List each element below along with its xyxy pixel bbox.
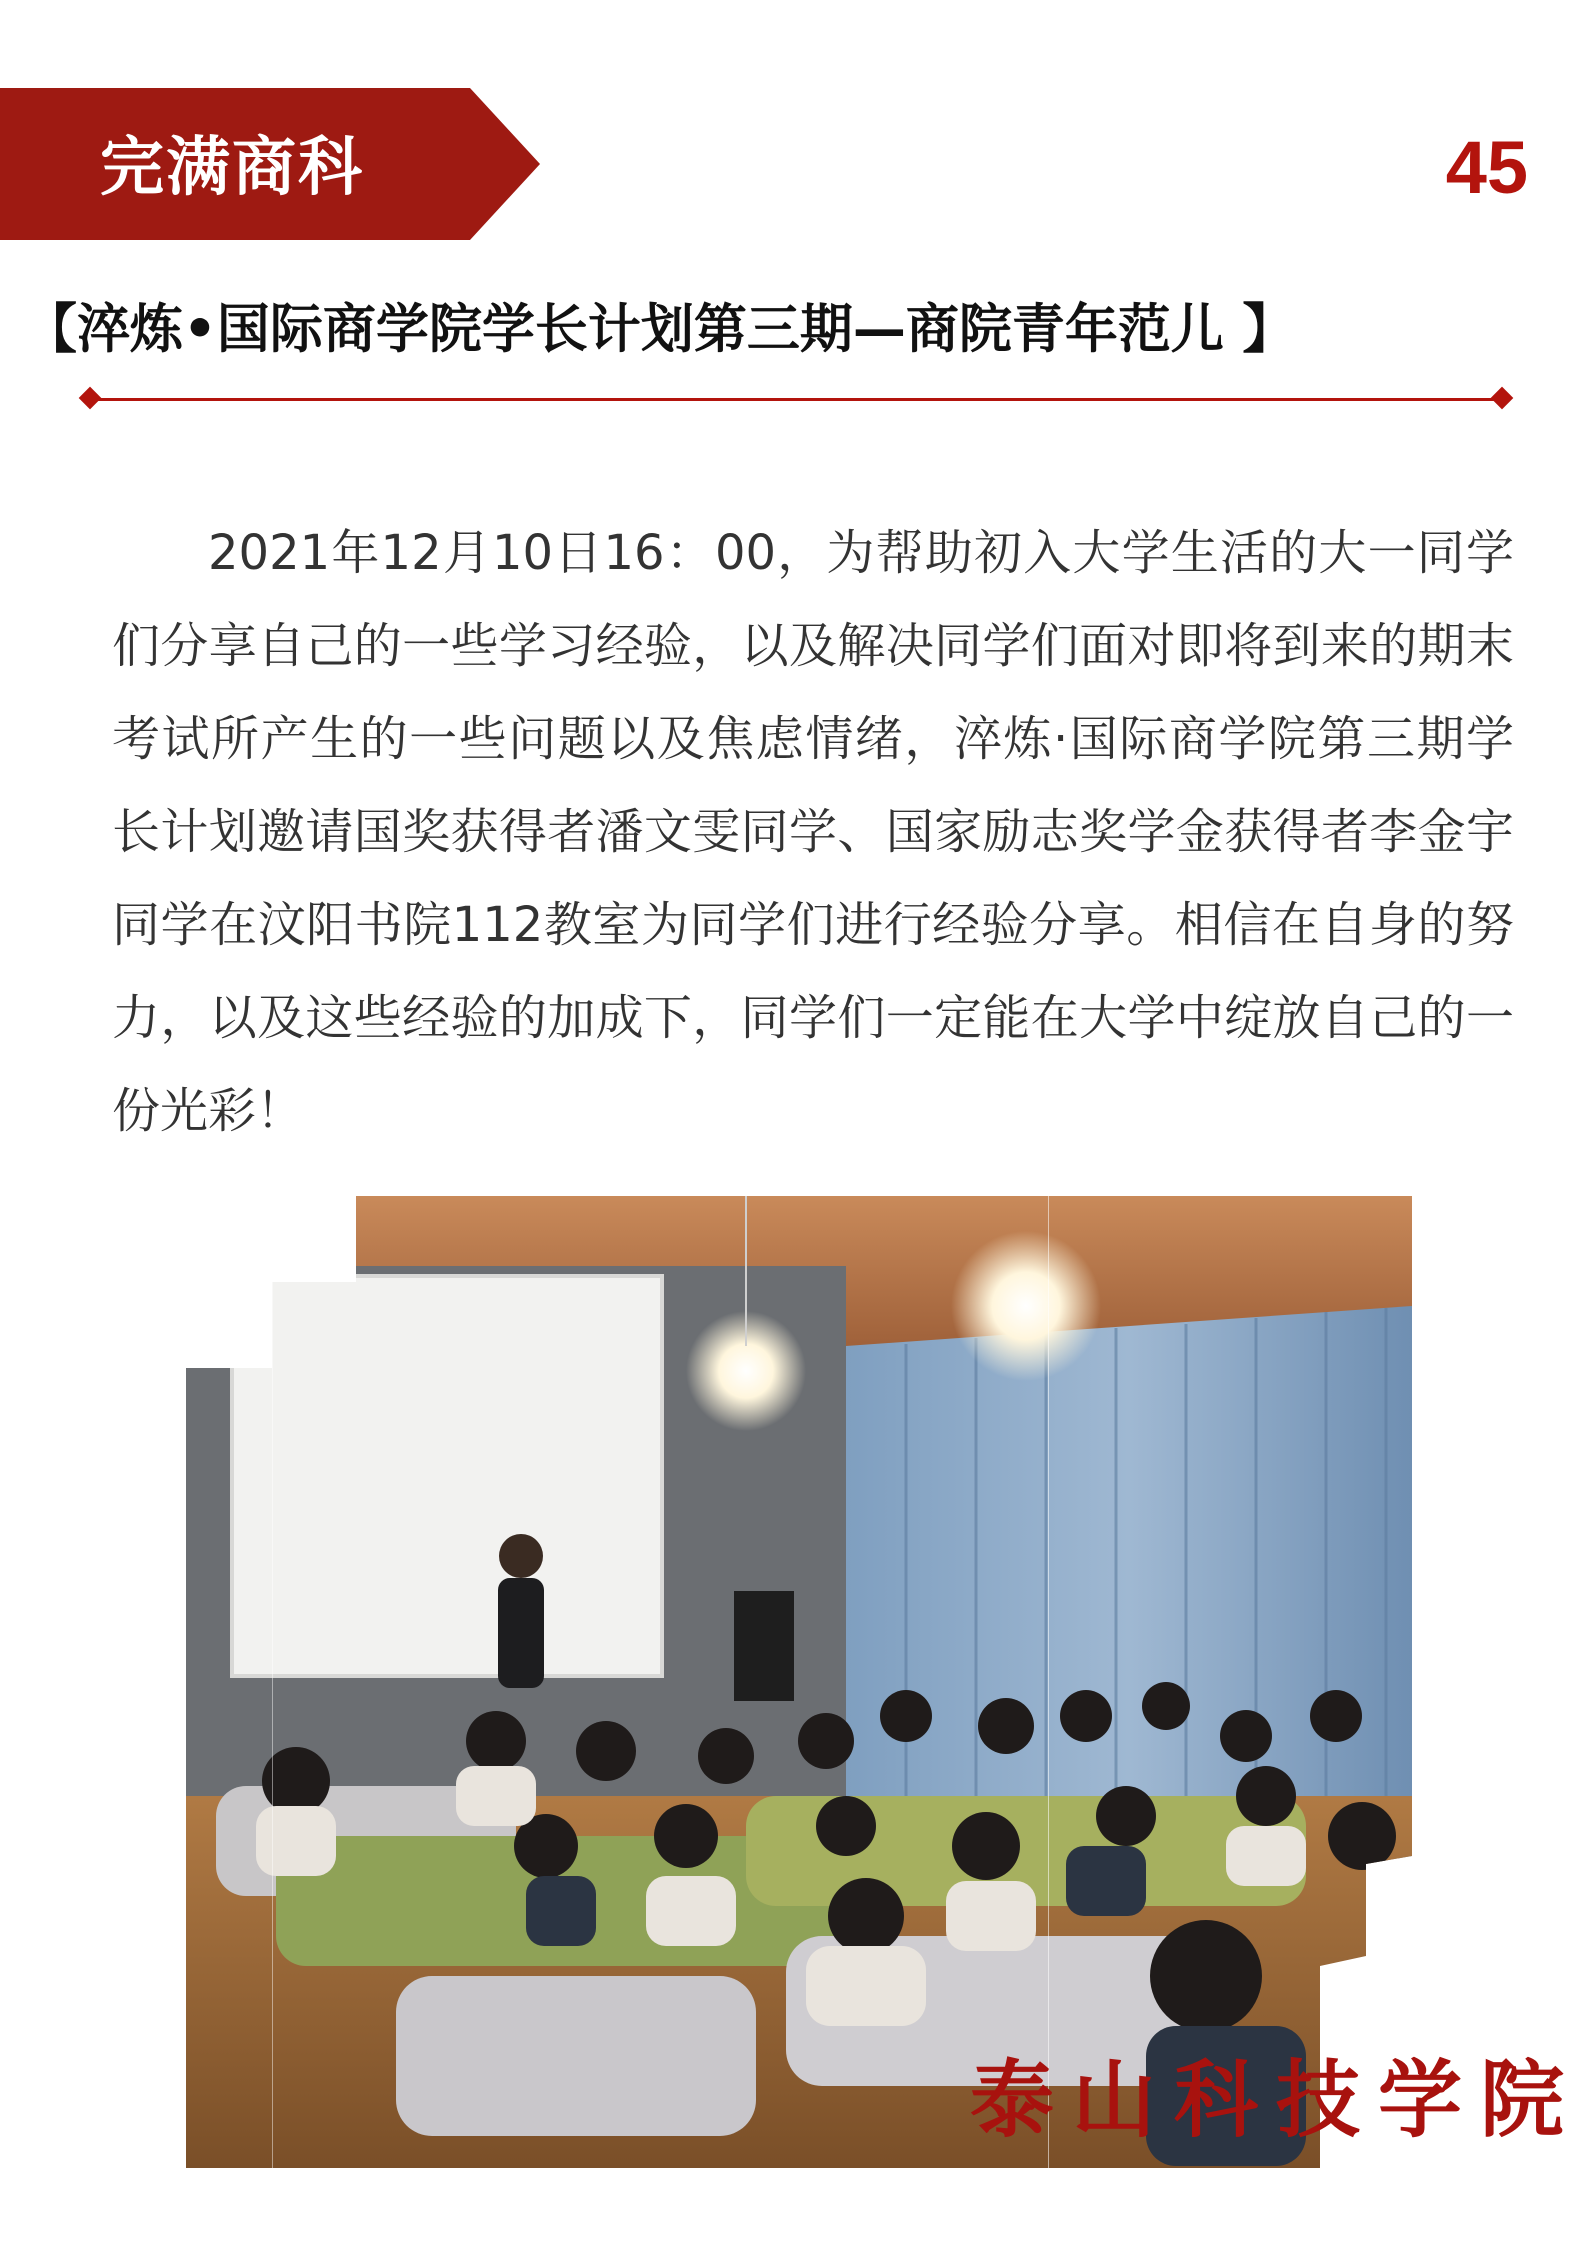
- page-number: 45: [1445, 126, 1528, 209]
- article-body: 2021年12月10日16：00，为帮助初入大学生活的大一同学们分享自己的一些学习经验，以及解决同学们面对即将到来的期末考试所产生的一些问题以及焦虑情绪，淬炼·国际商学院第三期学长计划邀请国奖获得者潘文雯同学、国家励志奖学金获得者李金宇同学在汶阳书院112教室为同学们进行经验分享。相信在自身的努力，以及这些经验的加成下，同学们一定能在大学中绽放自己的一份光彩！: [112, 525, 1514, 1139]
- photo-overlay-edge-left: [272, 1280, 273, 2168]
- rule-right-diamond: [1491, 387, 1514, 410]
- headline-rule: [90, 398, 1502, 401]
- school-name-watermark: 泰山科技学院: [970, 2050, 1583, 2149]
- article-headline: 【淬炼•国际商学院学长计划第三期—商院青年范儿 】: [24, 299, 1296, 360]
- section-banner-label: 完满商科: [100, 130, 364, 205]
- event-photo: [186, 1196, 1412, 2168]
- photo-overlay-edge: [1048, 1196, 1049, 2168]
